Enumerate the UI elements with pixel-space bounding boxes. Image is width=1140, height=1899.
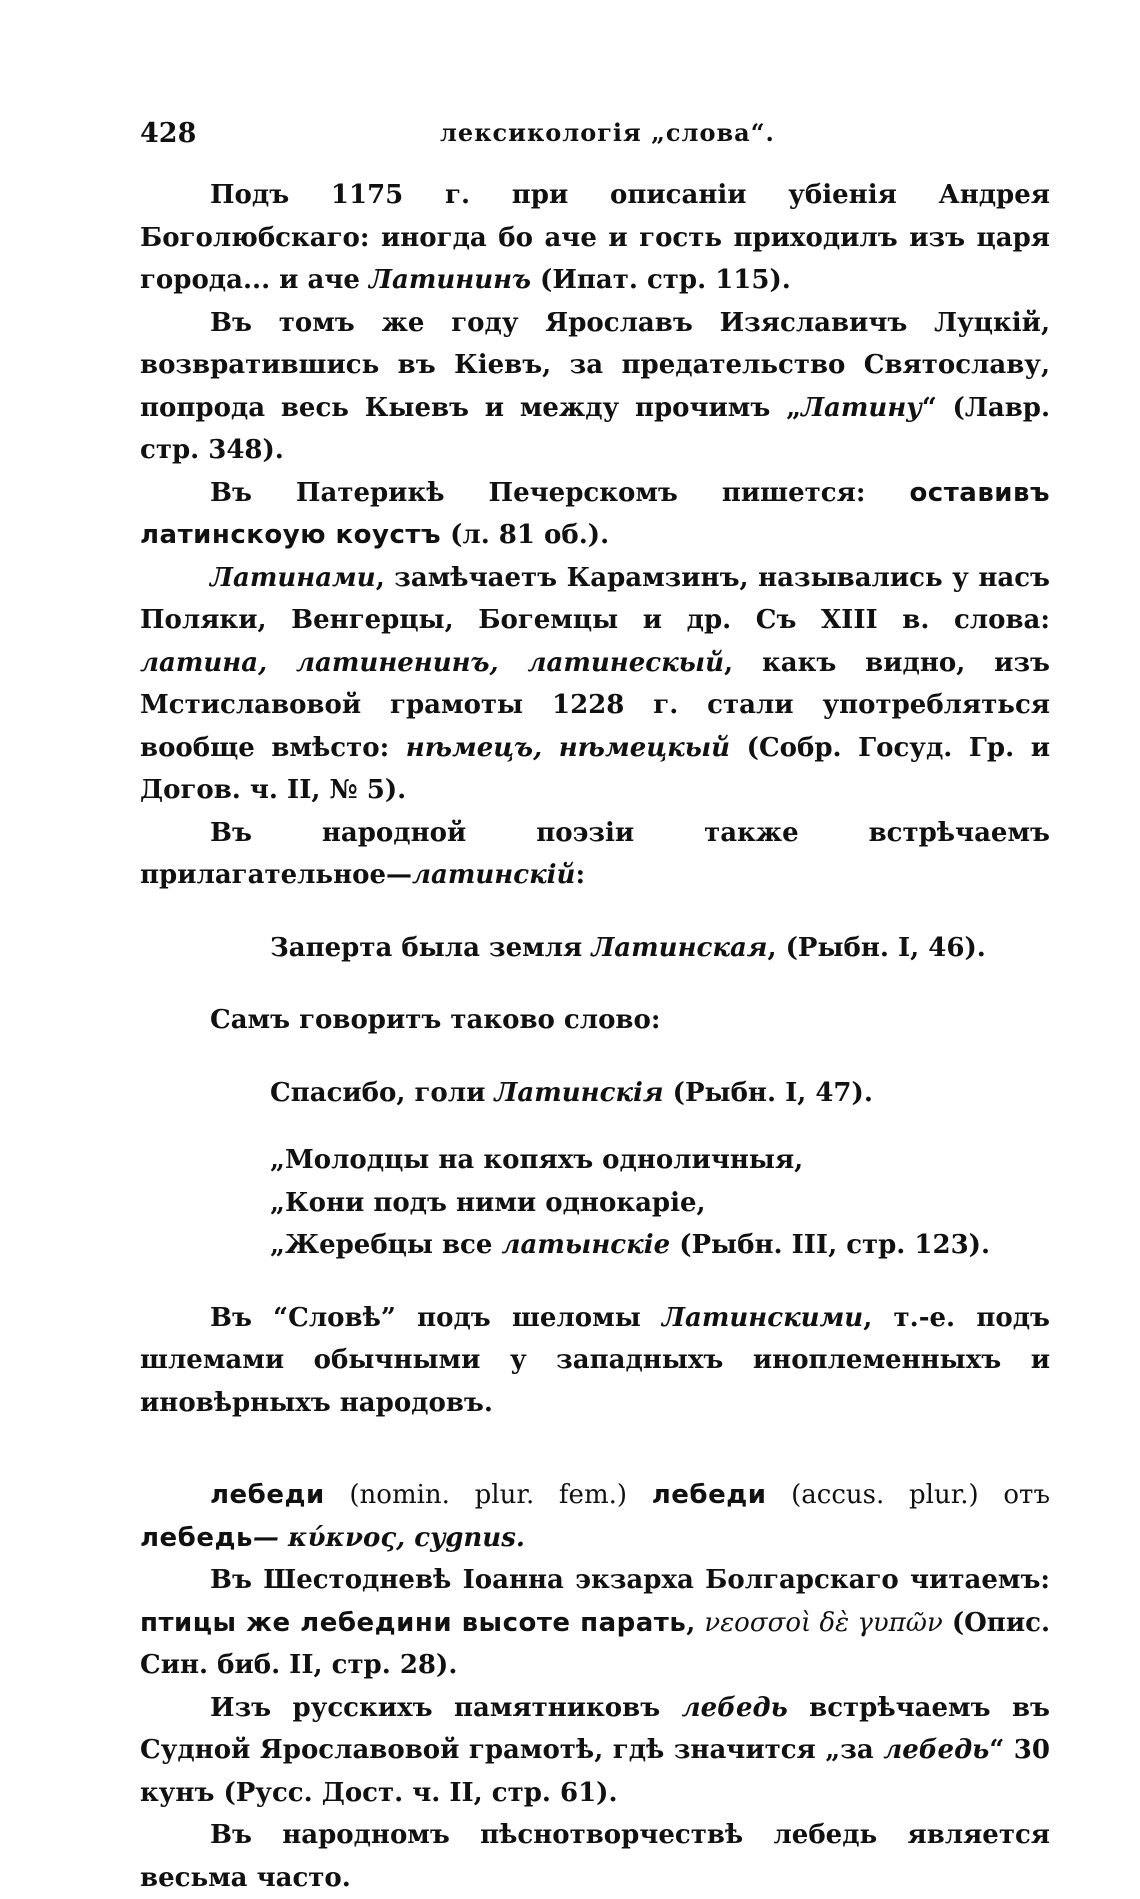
paragraph-6: Самъ говоритъ таково слово:	[210, 1005, 661, 1035]
verse-3	[140, 1139, 1050, 1267]
paragraph-11: Въ народномъ пѣснотворчествѣ лебедь является весьма часто.	[140, 1820, 1050, 1893]
paragraph-3: Въ Патерикѣ Печерскомъ пишется: оставивъ латинскоую коустъ (л. 81 об.).	[140, 477, 1050, 550]
verse-3-line-1: „Молодцы на копяхъ одноличныя,	[270, 1145, 804, 1175]
paragraph-10: Изъ русскихъ памятниковъ лебедь встрѣчаемъ въ Судной Ярославовой грамотѣ, гдѣ значится „за лебедь“ 30 кунъ (Русс. Дост. ч. II, стр. 61).	[140, 1692, 1050, 1808]
verse-1: Заперта была земля Латинская, (Рыбн. I, 46).	[270, 932, 986, 963]
paragraph-2: Въ томъ же году Ярославъ Изяславичъ Луцкій, возвратившись въ Кіевъ, за предательство Святославу, попрода весь Кыевъ и между прочимъ „Латину“ (Лавр. стр. 348).	[140, 307, 1050, 465]
verse-3-line-3: „Жеребцы все латынскіе (Рыбн. III, стр. 123).	[270, 1230, 991, 1260]
paragraph-8-lebedi: лебеди (nomin. plur. fem.) лебеди (accus. plur.) отъ лебедь— κύκνος, cygnus.	[140, 1480, 1050, 1553]
verse-2: Спасибо, голи Латинскія (Рыбн. I, 47).	[270, 1077, 873, 1108]
paragraph-4: Латинами, замѣчаетъ Карамзинъ, назывались у насъ Поляки, Венгерцы, Богемцы и др. Съ XIII в. слова: латина, латиненинъ, латинескый, какъ видно, изъ Мстиславовой грамоты 1228 г. стали употребляться вообще вмѣсто: нѣмецъ, нѣмецкый (Собр. Госуд. Гр. и Догов. ч. II, № 5).	[140, 562, 1050, 805]
running-title: лексикологія „слова“.	[440, 118, 775, 147]
paragraph-7: Въ “Словѣ” подъ шеломы Латинскими, т.-е. подъ шлемами обычными у западныхъ иноплеменныхъ и иновѣрныхъ народовъ.	[140, 1302, 1050, 1418]
greek-quote: νεοσσοὶ δὲ γυπῶν	[704, 1607, 943, 1638]
church-slavonic-quote: птицы же лебедини высоте парать	[140, 1607, 687, 1638]
paragraph-9: Въ Шестодневѣ Іоанна экзарха Болгарскаго читаемъ: птицы же лебедини высоте парать, νεοσσοὶ δὲ γυπῶν (Опис. Син. биб. II, стр. 28).	[140, 1565, 1050, 1680]
page-header	[140, 118, 1050, 174]
paragraph-1: Подъ 1175 г. при описаніи убіенія Андрея Боголюбскаго: иногда бо аче и гость приходилъ изъ царя города... и аче Латининъ (Ипат. стр. 115).	[140, 180, 1050, 295]
page-number: 428	[140, 118, 197, 149]
paragraph-5: Въ народной поэзіи также встрѣчаемъ прилагательное—латинскій:	[140, 817, 1050, 890]
church-slavonic-quote: оставивъ латинскоую коустъ	[140, 477, 1050, 550]
verse-3-line-2: „Кони подъ ними однокаріе,	[270, 1187, 706, 1218]
